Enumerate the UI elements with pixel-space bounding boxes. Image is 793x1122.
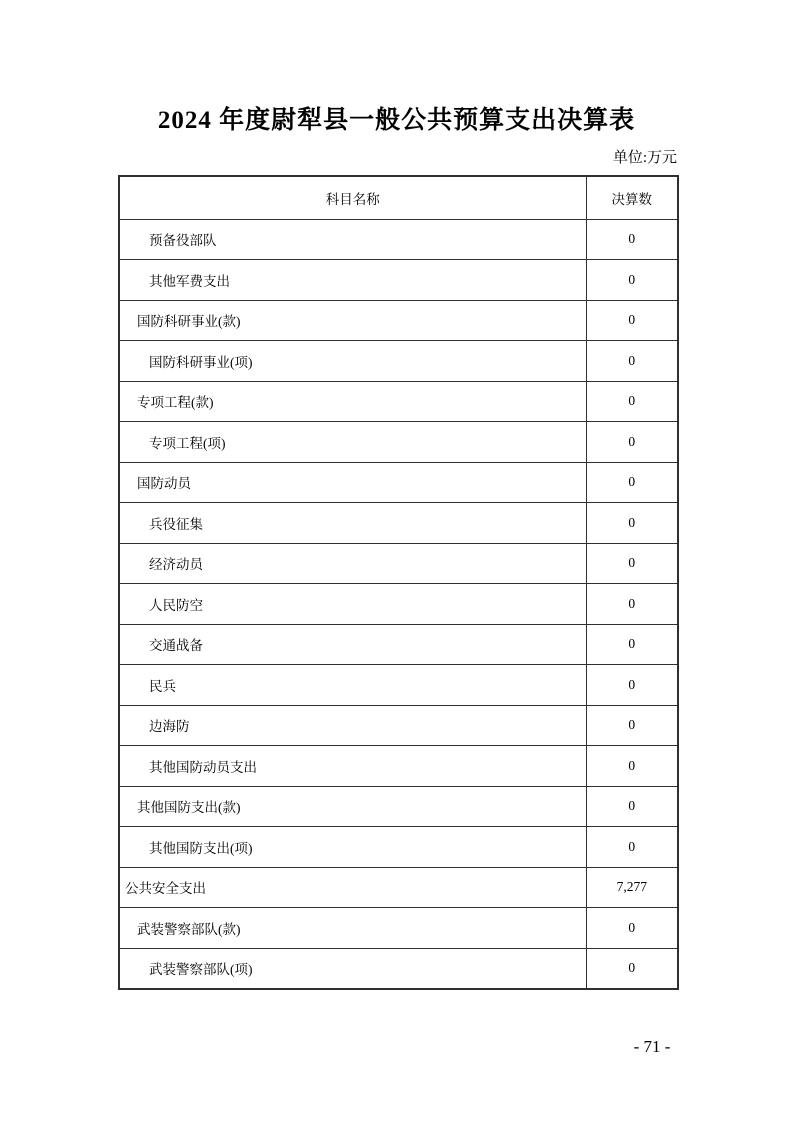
table-row [119, 665, 678, 706]
final-amount-cell: 0 [586, 503, 678, 544]
table-row [119, 381, 678, 422]
table-row [119, 827, 678, 868]
subject-name-cell: 交通战备 [119, 624, 586, 665]
table-header-row [119, 176, 678, 219]
table-row [119, 786, 678, 827]
subject-name-cell: 国防科研事业(项) [119, 341, 586, 382]
final-amount-cell: 0 [586, 665, 678, 706]
unit-label: 单位:万元 [612, 150, 677, 166]
table-row [119, 948, 678, 989]
final-amount-cell: 0 [586, 584, 678, 625]
final-amount-cell: 0 [586, 827, 678, 868]
subject-name-cell: 预备役部队 [119, 219, 586, 260]
table-row [119, 705, 678, 746]
subject-name-cell: 国防科研事业(款) [119, 300, 586, 341]
table-row [119, 219, 678, 260]
table-row [119, 503, 678, 544]
page-number: - 71 - [633, 1037, 671, 1056]
column-header-subject-name: 科目名称 [119, 176, 586, 219]
final-amount-cell: 0 [586, 948, 678, 989]
final-amount-cell: 0 [586, 786, 678, 827]
subject-name-cell: 兵役征集 [119, 503, 586, 544]
table-row [119, 746, 678, 787]
final-amount-cell: 0 [586, 543, 678, 584]
subject-name-cell: 其他国防支出(项) [119, 827, 586, 868]
subject-name-cell: 其他国防支出(款) [119, 786, 586, 827]
page-title: 2024 年度尉犁县一般公共预算支出决算表 [157, 107, 636, 134]
subject-name-cell: 专项工程(项) [119, 422, 586, 463]
table-body [119, 219, 678, 989]
final-amount-cell: 0 [586, 381, 678, 422]
subject-name-cell: 其他军费支出 [119, 260, 586, 301]
final-amount-cell: 0 [586, 624, 678, 665]
table-row [119, 462, 678, 503]
subject-name-cell: 民兵 [119, 665, 586, 706]
subject-name-cell: 经济动员 [119, 543, 586, 584]
final-amount-cell: 0 [586, 422, 678, 463]
table-row [119, 908, 678, 949]
final-amount-cell: 0 [586, 341, 678, 382]
table-row [119, 260, 678, 301]
final-amount-cell: 0 [586, 705, 678, 746]
budget-table [118, 175, 679, 990]
final-amount-cell: 0 [586, 219, 678, 260]
table-row [119, 422, 678, 463]
subject-name-cell: 武装警察部队(款) [119, 908, 586, 949]
final-amount-cell: 0 [586, 908, 678, 949]
column-header-final-amount: 决算数 [586, 176, 678, 219]
final-amount-cell: 0 [586, 462, 678, 503]
subject-name-cell: 其他国防动员支出 [119, 746, 586, 787]
final-amount-cell: 0 [586, 300, 678, 341]
final-amount-cell: 7,277 [586, 867, 678, 908]
subject-name-cell: 专项工程(款) [119, 381, 586, 422]
table-row [119, 543, 678, 584]
subject-name-cell: 国防动员 [119, 462, 586, 503]
final-amount-cell: 0 [586, 260, 678, 301]
subject-name-cell: 公共安全支出 [119, 867, 586, 908]
table-row [119, 300, 678, 341]
final-amount-cell: 0 [586, 746, 678, 787]
table-row [119, 584, 678, 625]
subject-name-cell: 武装警察部队(项) [119, 948, 586, 989]
table-row [119, 867, 678, 908]
table-row [119, 341, 678, 382]
subject-name-cell: 人民防空 [119, 584, 586, 625]
table-row [119, 624, 678, 665]
subject-name-cell: 边海防 [119, 705, 586, 746]
